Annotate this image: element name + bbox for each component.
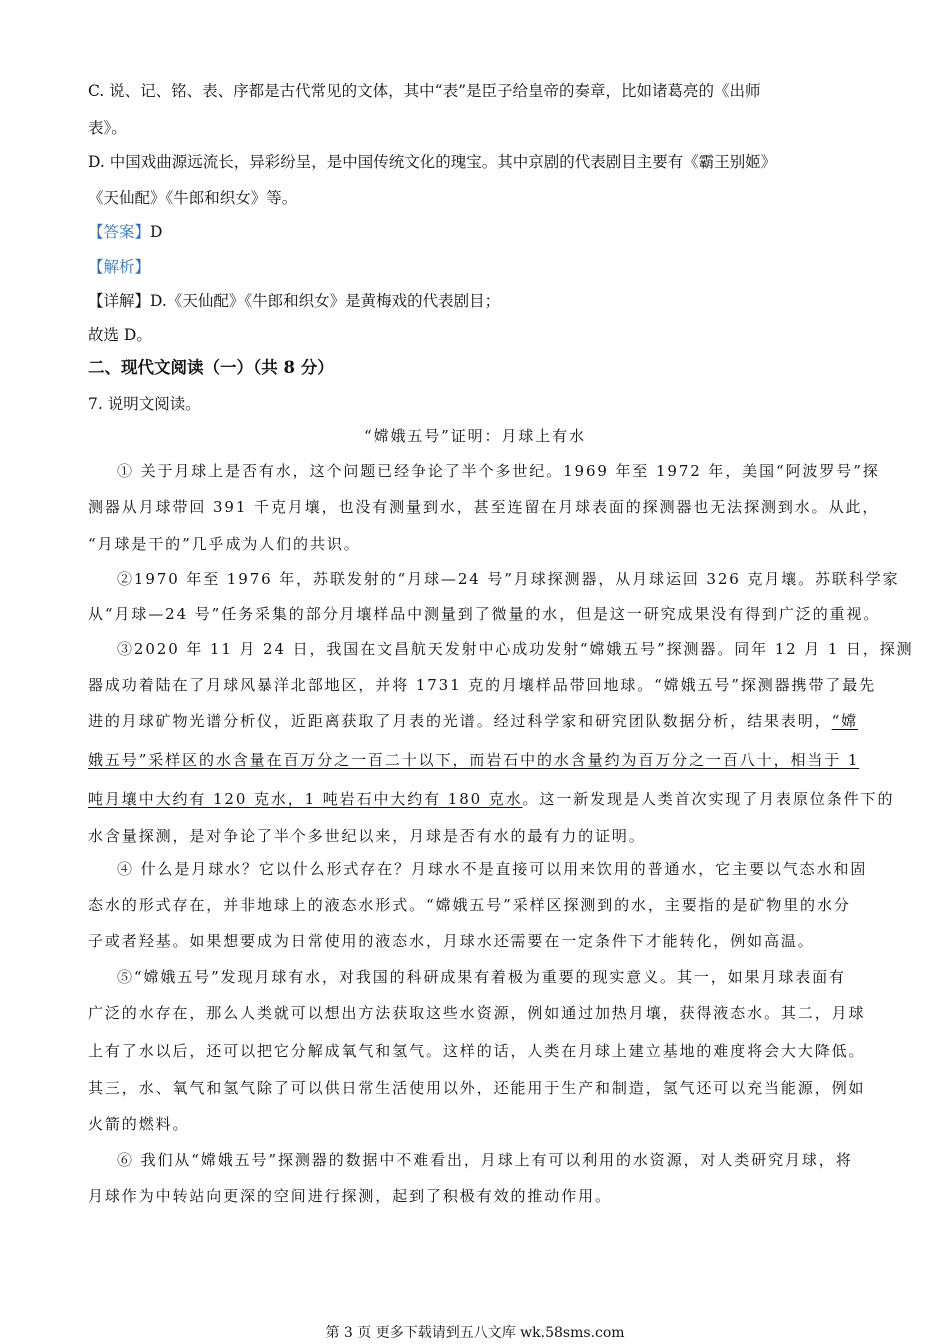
analysis-line bbox=[88, 256, 150, 278]
p3-underlined-end: 吨月壤中大约有 120 克水，1 吨岩石中大约有 180 克水 bbox=[88, 790, 523, 808]
detail-conclusion: 故选 D。 bbox=[88, 326, 152, 344]
p3-underlined-start: “嫦 bbox=[831, 712, 859, 730]
p4-line-1: ④ 什么是月球水？它以什么形式存在？月球水不是直接可以用来饮用的普通水，它主要以气态水和固 bbox=[117, 860, 868, 878]
page-footer: 第 3 页 更多下载请到五八文库 wk.58sms.com bbox=[325, 1325, 625, 1341]
p6-line-1: ⑥ 我们从“嫦娥五号”探测器的数据中不难看出，月球上有可以利用的水资源，对人类研究月球，将 bbox=[117, 1151, 853, 1169]
p3-line-2: 器成功着陆在了月球风暴洋北部地区，并将 1731 克的月壤样品带回地球。“嫦娥五号”探测器携带了最先 bbox=[88, 676, 877, 694]
option-d-line-1: D. 中国戏曲源远流长，异彩纷呈，是中国传统文化的瑰宝。其中京剧的代表剧目主要有《霸王别姬》 bbox=[88, 153, 777, 171]
detail-tag: 【详解】 bbox=[88, 292, 151, 310]
p1-line-1: ① 关于月球上是否有水，这个问题已经争论了半个多世纪。1969 年至 1972 年，美国“阿波罗号”探 bbox=[117, 462, 880, 480]
p6-line-2: 月球作为中转站向更深的空间进行探测，起到了积极有效的推动作用。 bbox=[88, 1187, 612, 1205]
option-d-line-2: 《天仙配》《牛郎和织女》等。 bbox=[88, 189, 298, 207]
section-title: 二、现代文阅读（一）（共 8 分） bbox=[88, 358, 334, 377]
p3-line-3 bbox=[88, 710, 858, 732]
p3-line-3-text: 进的月球矿物光谱分析仪，近距离获取了月表的光谱。经过科学家和研究团队数据分析，结果表明， bbox=[88, 712, 832, 730]
p3-line-5-text: 。这一新发现是人类首次实现了月表原位条件下的 bbox=[522, 790, 895, 808]
p5-line-4: 其三，水、氧气和氢气除了可以供日常生活使用以外，还能用于生产和制造，氢气还可以充当能源，例如 bbox=[88, 1079, 866, 1097]
detail-text: D.《天仙配》《牛郎和织女》是黄梅戏的代表剧目； bbox=[150, 292, 501, 310]
p5-line-2: 广泛的水存在，那么人类就可以想出方法获取这些水资源，例如通过加热月壤，获得液态水。其二，月球 bbox=[88, 1004, 866, 1022]
p3-line-1: ③2020 年 11 月 24 日，我国在文昌航天发射中心成功发射“嫦娥五号”探测器。同年 12 月 1 日，探测 bbox=[117, 640, 914, 658]
p4-line-3: 子或者羟基。如果想要成为日常使用的液态水，月球水还需要在一定条件下才能转化，例如高温。 bbox=[88, 932, 815, 950]
article-title: “嫦娥五号”证明：月球上有水 bbox=[364, 427, 586, 445]
question-stem: 7. 说明文阅读。 bbox=[88, 395, 201, 413]
p5-line-3: 上有了水以后，还可以把它分解成氧气和氢气。这样的话，人类在月球上建立基地的难度将会大大降低。 bbox=[88, 1042, 866, 1060]
p2-line-1: ②1970 年至 1976 年，苏联发射的“月球—24 号”月球探测器，从月球运回 326 克月壤。苏联科学家 bbox=[117, 570, 900, 588]
answer-tag: 【答案】 bbox=[88, 223, 151, 241]
answer-value: D bbox=[150, 223, 163, 241]
p1-line-2: 测器从月球带回 391 千克月壤，也没有测量到水，甚至连留在月球表面的探测器也无法探测到水。从此， bbox=[88, 498, 880, 516]
p3-line-5 bbox=[88, 788, 894, 810]
answer-line bbox=[88, 221, 162, 243]
analysis-tag: 【解析】 bbox=[88, 258, 151, 276]
option-c-line-1: C. 说、记、铭、表、序都是古代常见的文体，其中“表”是臣子给皇帝的奏章，比如诸葛亮的《出师 bbox=[88, 82, 761, 100]
p2-line-2: 从“月球—24 号”任务采集的部分月壤样品中测量到了微量的水，但是这一研究成果没有得到广泛的重视。 bbox=[88, 605, 881, 623]
p4-line-2: 态水的形式存在，并非地球上的液态水形式。“嫦娥五号”采样区探测到的水，主要指的是矿物里的水分 bbox=[88, 896, 851, 914]
p3-line-6: 水含量探测，是对争论了半个多世纪以来，月球是否有水的最有力的证明。 bbox=[88, 827, 646, 845]
detail-line bbox=[88, 290, 500, 312]
p5-line-1: ⑤“嫦娥五号”发现月球有水，对我国的科研成果有着极为重要的现实意义。其一，如果月球表面有 bbox=[117, 968, 846, 986]
p5-line-5: 火箭的燃料。 bbox=[88, 1115, 190, 1133]
option-c-line-2: 表》。 bbox=[88, 119, 127, 137]
p3-underlined-line: 娥五号”采样区的水含量在百万分之一百二十以下，而岩石中的水含量约为百万分之一百八十，相当于 1 bbox=[88, 751, 860, 769]
p1-line-3: “月球是干的”几乎成为人们的共识。 bbox=[88, 535, 361, 553]
